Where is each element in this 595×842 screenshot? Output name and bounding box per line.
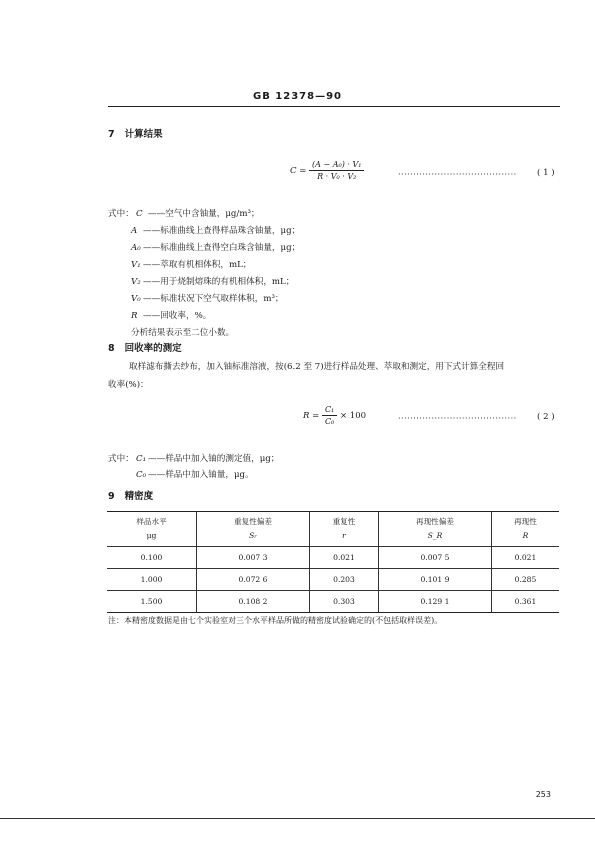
formula-2-leader: ······································· [398,414,517,423]
table-row [107,591,559,613]
header-sample-level: 样品水平 μg [107,512,197,547]
formula-1-lhs: C = [290,166,307,176]
formula-2-lhs: R = [303,411,320,421]
precision-table [107,511,559,613]
formula-2-numerator: C₁ [322,405,337,416]
formula-2 [303,405,366,426]
formula-2-eqno: ( 2 ) [537,412,555,422]
section-8-heading [108,340,182,354]
where-label-8: 式中： [108,454,134,464]
def-symbol: V₂ [131,277,141,287]
def-text: ——样品中加入铀量，μg。 [148,470,254,480]
def-text: ——空气中含铀量，μg/m³； [148,209,260,219]
table-row [107,547,559,569]
header-repeatability: 重复性 r [310,512,379,547]
def-row [131,292,284,304]
formula-1-fraction [309,160,364,181]
table-cell: 0.361 [491,591,559,613]
def-symbol: A [131,226,138,236]
def-row [131,258,251,270]
section-8-paragraph-line-2: 收率(%)： [108,380,149,390]
def-row [131,224,300,236]
table-cell: 0.007 3 [197,547,310,569]
section-8-number: 8 [108,343,115,354]
def-text: ——萃取有机相体积，mL； [143,260,252,270]
def-text: ——回收率，%。 [143,311,212,321]
table-cell: 0.101 9 [378,569,491,591]
footer-rule [0,818,595,819]
def-text: ——标准曲线上查得样品珠含铀量，μg； [143,226,301,236]
section-8-title: 回收率的测定 [124,343,182,354]
table-cell: 0.021 [491,547,559,569]
table-cell: 0.129 1 [378,591,491,613]
def-row [131,275,294,287]
table-cell: 0.021 [310,547,379,569]
header-reproducibility: 再现性 R [491,512,559,547]
table-cell: 0.072 6 [197,569,310,591]
section-7-title: 计算结果 [124,129,163,140]
def-symbol: C₁ [136,454,147,464]
section-9-number: 9 [108,491,115,502]
table-cell: 1.000 [107,569,197,591]
header-repeatability-deviation: 重复性偏差 Sᵣ [197,512,310,547]
table-cell: 0.285 [491,569,559,591]
def-symbol: R [131,311,138,321]
def-row [136,468,254,480]
section-7-heading [108,126,163,140]
formula-1-denominator: R · V₀ · V₂ [317,172,357,181]
table-cell: 0.100 [107,547,197,569]
def-symbol: C₀ [136,470,147,480]
formula-2-tail: × 100 [339,411,367,421]
table-cell: 0.203 [310,569,379,591]
table-cell: 1.500 [107,591,197,613]
page-number: 253 [535,790,551,799]
def-text: ——用于烧制熔珠的有机相体积，mL； [143,277,295,287]
header-rule [108,106,560,107]
header-reproducibility-deviation: 再现性偏差 S_R [378,512,491,547]
def-symbol: V₀ [131,294,141,304]
def-text: ——样品中加入铀的测定值，μg； [148,454,280,464]
section-9-title: 精密度 [124,491,154,502]
formula-1 [290,160,364,181]
result-precision-remark: 分析结果表示至二位小数。 [131,328,235,338]
where-label-7: 式中： [108,209,134,219]
section-9-heading [108,488,153,502]
table-header-row [107,512,559,547]
table-cell: 0.303 [310,591,379,613]
table-cell: 0.108 2 [197,591,310,613]
formula-1-leader: ······································· [398,170,517,179]
def-row [136,207,260,219]
section-7-number: 7 [108,129,115,140]
standard-header: GB 12378—90 [252,91,343,102]
def-row [131,309,211,321]
section-8-paragraph-line-1: 取样滤布撕去纱布，加入铀标准溶液，按(6.2 至 7)进行样品处理、萃取和测定，用下式计算全程回 [129,362,505,372]
def-text: ——标准状况下空气取样体积，m³； [143,294,284,304]
formula-1-eqno: ( 1 ) [537,168,555,178]
formula-2-denominator: C₀ [324,417,335,426]
def-symbol: V₁ [131,260,141,270]
def-symbol: C [136,209,143,219]
table-cell: 0.007 5 [378,547,491,569]
table-note: 注：本精密度数据是由七个实验室对三个水平样品所做的精密度试验确定的(不包括取样误差)。 [108,616,443,625]
def-text: ——标准曲线上查得空白珠含铀量，μg； [143,243,301,253]
table-row [107,569,559,591]
formula-1-numerator: (A − A₀) · V₁ [309,160,364,171]
def-row [136,452,279,464]
def-row [131,241,300,253]
formula-2-fraction [322,405,337,426]
def-symbol: A₀ [131,243,141,253]
